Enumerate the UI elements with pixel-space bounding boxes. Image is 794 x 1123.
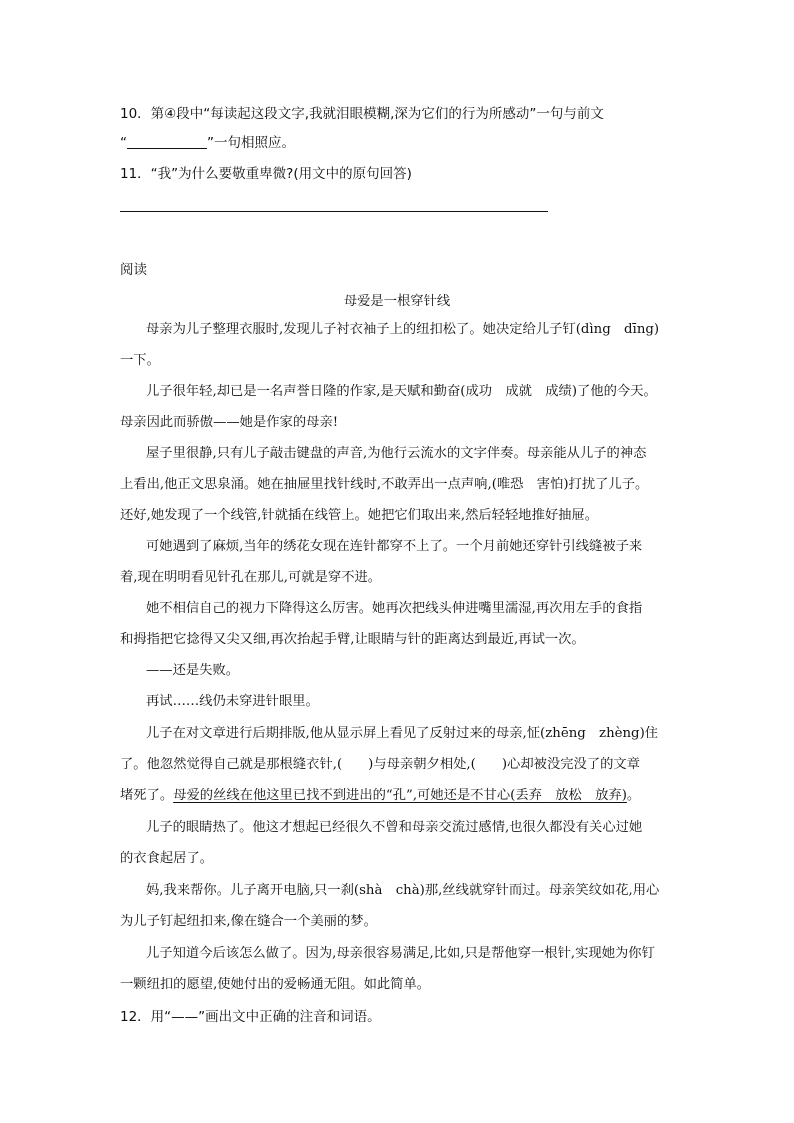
quote-open: “ xyxy=(120,135,127,151)
question-11: 11．“我”为什么要敬重卑微?(用文中的原句回答) xyxy=(120,166,412,182)
paragraph-9-line1: 儿子的眼睛热了。他这才想起已经很久不曾和母亲交流过感情,也很久都没有关心过她 xyxy=(146,820,643,835)
paragraph-11-line2: 一颗纽扣的愿望,使她付出的爱畅通无阻。如此简单。 xyxy=(120,977,431,992)
article-title: 母爱是一根穿针线 xyxy=(343,294,451,309)
paragraph-10-line2: 为儿子钉起纽扣来,像在缝合一个美丽的梦。 xyxy=(120,914,377,929)
question-11-answer-line[interactable] xyxy=(120,211,548,212)
quote-close: ”一句相照应。 xyxy=(207,135,295,151)
paragraph-3-line2: 上看出,他正文思泉涌。她在抽屉里找针线时,不敢弄出一点声响,(唯恐 害怕)打扰了儿子。 xyxy=(120,477,649,492)
paragraph-8-seg4: 堵死了。 xyxy=(120,788,174,803)
paragraph-5-line2: 和拇指把它捻得又尖又细,再次抬起手臂,让眼睛与针的距离达到最近,再试一次。 xyxy=(120,632,585,647)
paragraph-10-line1: 妈,我来帮你。儿子离开电脑,只一刹(shà chà)那,丝线就穿针而过。母亲笑纹如花,用心 xyxy=(146,883,660,898)
paragraph-7: 再试……线仍未穿进针眼里。 xyxy=(146,694,319,709)
paragraph-5-line1: 她不相信自己的视力下降得这么厉害。她再次把线头伸进嘴里濡湿,再次用左手的食指 xyxy=(146,601,643,616)
paragraph-2-line2: 母亲因此而骄傲——她是作家的母亲! xyxy=(120,415,339,430)
paragraph-8-line3 xyxy=(120,786,640,806)
paragraph-9-line2: 的衣食起居了。 xyxy=(120,851,214,866)
question-10-line1: 10．第④段中“每读起这段文字,我就泪眼模糊,深为它们的行为所感动”一句与前文 xyxy=(120,106,604,122)
paragraph-8-line1: 儿子在对文章进行后期排版,他从显示屏上看见了反射过来的母亲,怔(zhēng zhèng)住 xyxy=(146,726,659,741)
paragraph-11-line1: 儿子知道今后该怎么做了。因为,母亲很容易满足,比如,只是帮他穿一根针,实现她为你钉 xyxy=(146,946,655,961)
paragraph-8-line2 xyxy=(120,755,640,775)
paragraph-8-seg3: )心却被没完没了的文章 xyxy=(501,757,641,772)
paragraph-3-line3: 还好,她发现了一个线管,针就插在线管上。她把它们取出来,然后轻轻地推好抽屉。 xyxy=(120,508,599,523)
paragraph-3-line1: 屋子里很静,只有儿子敲击键盘的声音,为他行云流水的文字伴奏。母亲能从儿子的神态 xyxy=(146,446,647,461)
section-label: 阅读 xyxy=(120,262,147,278)
paragraph-8-seg5: 。 xyxy=(626,788,641,803)
paragraph-1-line1: 母亲为儿子整理衣服时,发现儿子衬衣袖子上的纽扣松了。她决定给儿子钉(dìng dīng) xyxy=(146,322,660,337)
paragraph-4-line2: 着,现在明明看见针孔在那儿,可就是穿不进。 xyxy=(120,570,382,585)
underlined-sentence: 母爱的丝线在他这里已找不到进出的“孔”,可她还是不甘心(丢弃 放松 放弃) xyxy=(173,788,627,803)
question-10-line2 xyxy=(120,133,295,153)
paragraph-8-seg1: 了。他忽然觉得自己就是那根缝衣针,( xyxy=(120,757,343,772)
paragraph-8-seg2: )与母亲朝夕相处,( xyxy=(368,757,476,772)
question-12: 12．用“——”画出文中正确的注音和词语。 xyxy=(120,1009,381,1025)
paragraph-2-line1: 儿子很年轻,却已是一名声誉日隆的作家,是天赋和勤奋(成功 成就 成绩)了他的今天。 xyxy=(146,384,657,399)
paragraph-1-line2: 一下。 xyxy=(120,353,160,368)
answer-blank[interactable] xyxy=(127,134,207,149)
paragraph-6: ——还是失败。 xyxy=(146,663,240,678)
paragraph-4-line1: 可她遇到了麻烦,当年的绣花女现在连针都穿不上了。一个月前她还穿针引线缝被子来 xyxy=(146,539,643,554)
